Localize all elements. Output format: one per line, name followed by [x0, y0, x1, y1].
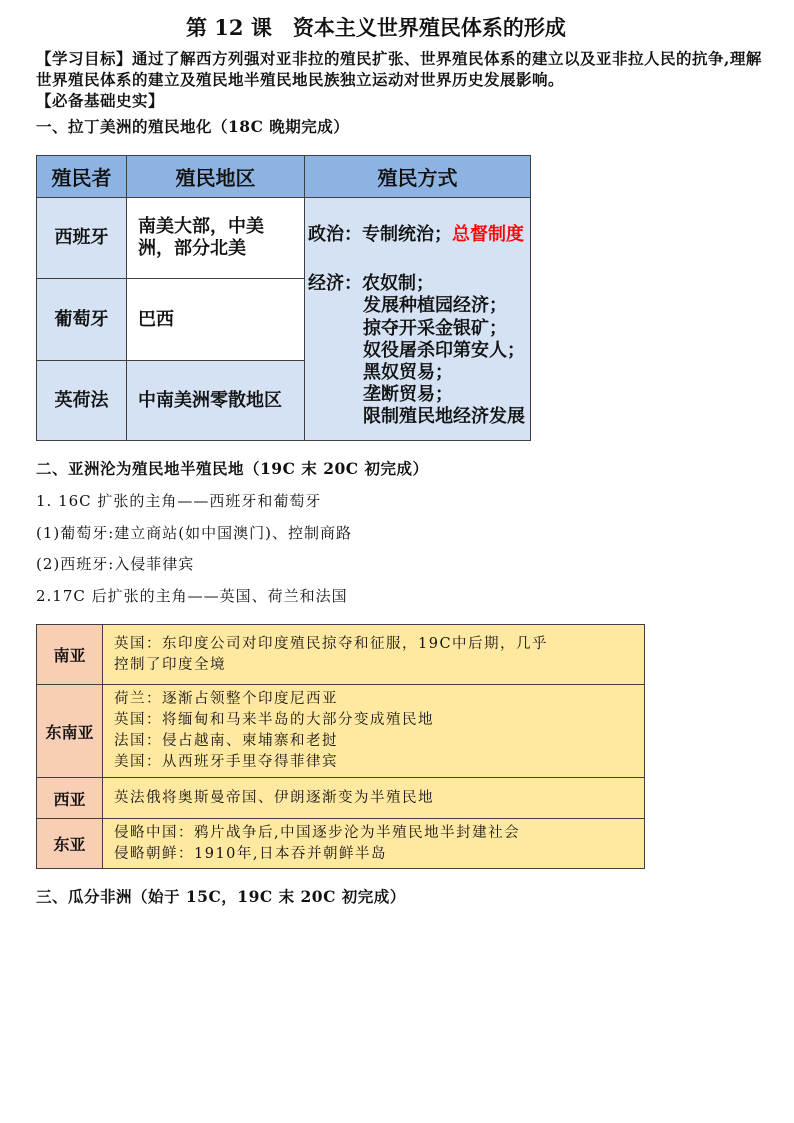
region-label-west-asia: 西亚	[37, 778, 103, 819]
region-cell-england-netherlands-france	[127, 361, 305, 441]
table-row	[37, 778, 645, 819]
colonizer-cell-spain: 西班牙	[37, 198, 127, 279]
region-cell-portugal	[127, 279, 305, 361]
content-line: 法国：侵占越南、柬埔寨和老挝	[114, 733, 338, 749]
content-line: 英国：东印度公司对印度殖民掠夺和征服，19C中后期，几乎	[114, 635, 549, 652]
region-label-east-asia: 东亚	[37, 819, 103, 869]
region-label-southeast-asia: 东南亚	[37, 685, 103, 778]
content-line: 荷兰：逐渐占领整个印度尼西亚	[114, 691, 338, 707]
learning-objective-line-2: 世界殖民体系的建立及殖民地半殖民地民族独立运动对世界历史发展影响。	[36, 70, 565, 89]
header-colonizer: 殖民者	[37, 156, 127, 198]
content-line: 侵略中国：鸦片战争后,中国逐步沦为半殖民地半封建社会	[114, 824, 521, 841]
economy-item: 发展种植园经济；	[363, 295, 507, 317]
basics-heading: 【必备基础史实】	[36, 91, 165, 110]
content-line: 侵略朝鲜：1910年,日本吞并朝鲜半岛	[114, 845, 388, 862]
region-content-west-asia	[103, 778, 645, 819]
content-line: 美国：从西班牙手里夺得菲律宾	[114, 754, 338, 770]
page-title: 第 12 课 资本主义世界殖民体系的形成	[186, 15, 566, 40]
politics-line	[308, 224, 530, 246]
economy-item: 农奴制；	[362, 273, 434, 295]
table1-header-row	[37, 156, 531, 198]
colonization-methods-cell	[305, 198, 531, 441]
economy-line	[308, 273, 530, 295]
section2-item: 1. 16C 扩张的主角——西班牙和葡萄牙	[36, 492, 322, 510]
table-row	[37, 819, 645, 869]
section3-heading: 三、瓜分非洲（始于 15C，19C 末 20C 初完成）	[36, 887, 406, 906]
region-text: 巴西	[138, 308, 174, 330]
colonizer-cell-portugal: 葡萄牙	[37, 279, 127, 361]
economy-item: 奴役屠杀印第安人；	[363, 339, 525, 361]
economy-item: 黑奴贸易；	[363, 362, 453, 384]
section2-item: (2)西班牙:入侵菲律宾	[36, 555, 195, 573]
section1-heading: 一、拉丁美洲的殖民地化（18C 晚期完成）	[36, 117, 350, 136]
economy-label: 经济：	[308, 273, 362, 295]
section2-heading: 二、亚洲沦为殖民地半殖民地（19C 末 20C 初完成）	[36, 459, 429, 478]
politics-label: 政治：	[308, 224, 362, 245]
politics-text: 专制统治；	[362, 224, 452, 245]
header-region: 殖民地区	[127, 156, 305, 198]
colonizer-cell-england-netherlands-france: 英荷法	[37, 361, 127, 441]
section2-item: (1)葡萄牙:建立商站(如中国澳门)、控制商路	[36, 524, 353, 542]
content-line: 英国：将缅甸和马来半岛的大部分变成殖民地	[114, 712, 434, 728]
table-row	[37, 198, 531, 279]
economy-item: 限制殖民地经济发展	[363, 406, 525, 428]
table-row	[37, 685, 645, 778]
asia-colonization-table	[36, 624, 645, 869]
content-line: 控制了印度全境	[114, 656, 226, 673]
region-text: 中南美洲零散地区	[138, 389, 282, 411]
region-content-southeast-asia	[103, 685, 645, 778]
table-row	[37, 625, 645, 685]
economy-block	[308, 273, 530, 428]
learning-objective-line-1: 【学习目标】通过了解西方列强对亚非拉的殖民扩张、世界殖民体系的建立以及亚非拉人民的抗争,理解	[36, 49, 762, 68]
section2-item: 2.17C 后扩张的主角——英国、荷兰和法国	[36, 587, 348, 605]
economy-item: 垄断贸易；	[363, 384, 453, 406]
region-text: 南美大部，中美洲，部分北美	[138, 216, 264, 259]
region-content-east-asia	[103, 819, 645, 869]
content-line: 英法俄将奥斯曼帝国、伊朗逐渐变为半殖民地	[114, 789, 434, 806]
economy-item: 掠夺开采金银矿；	[363, 317, 507, 339]
region-content-south-asia	[103, 625, 645, 685]
latin-america-colonization-table	[36, 155, 531, 441]
header-method: 殖民方式	[305, 156, 531, 198]
region-cell-spain	[127, 198, 305, 279]
governor-system-highlight: 总督制度	[452, 224, 524, 245]
region-label-south-asia: 南亚	[37, 625, 103, 685]
